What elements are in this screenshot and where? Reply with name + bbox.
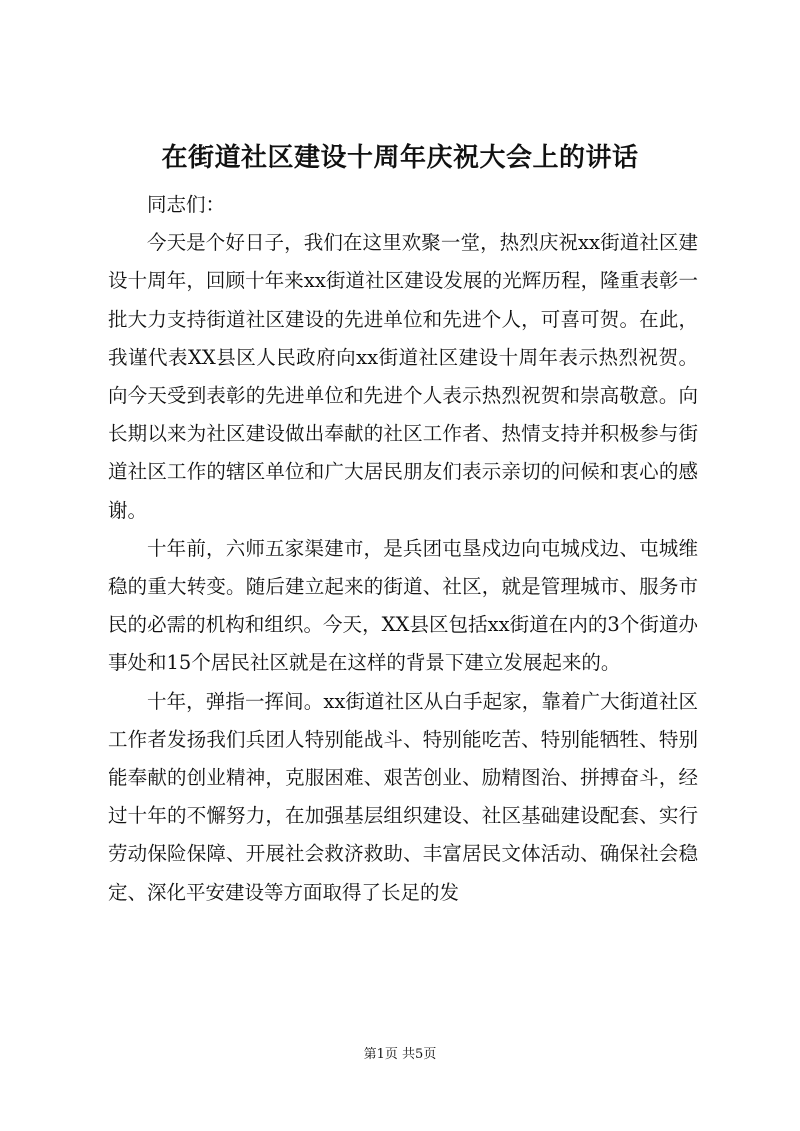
paragraph-2: 十年前，六师五家渠建市，是兵团屯垦戍边向屯城戍边、屯城维稳的重大转变。随后建立起来的街道、社区，就是管理城市、服务市民的必需的机构和组织。今天，XX县区包括xx街道在内的3个街道办事处和15个居民社区就是在这样的背景下建立发展起来的。	[108, 536, 698, 675]
document-title: 在街道社区建设十周年庆祝大会上的讲话	[161, 143, 639, 173]
paragraph-1: 今天是个好日子，我们在这里欢聚一堂，热烈庆祝xx街道社区建设十周年，回顾十年来xx街道社区建设发展的光辉历程，隆重表彰一批大力支持街道社区建设的先进单位和先进个人，可喜可贺。在此，我谨代表XX县区人民政府向xx街道社区建设十周年表示热烈祝贺。向今天受到表彰的先进单位和先进个人表示热烈祝贺和崇高敬意。向长期以来为社区建设做出奉献的社区工作者、热情支持并积极参与街道社区工作的辖区单位和广大居民朋友们表示亲切的问候和衷心的感谢。	[108, 231, 698, 522]
page-number-footer: 第1页 共5页	[363, 1047, 437, 1062]
salutation: 同志们：	[147, 193, 226, 216]
paragraph-3: 十年，弹指一挥间。xx街道社区从白手起家，靠着广大街道社区工作者发扬我们兵团人特别能战斗、特别能吃苦、特别能牺牲、特别能奉献的创业精神，克服困难、艰苦创业、励精图治、拼搏奋斗，经过十年的不懈努力，在加强基层组织建设、社区基础建设配套、实行劳动保险保障、开展社会救济救助、丰富居民文体活动、确保社会稳定、深化平安建设等方面取得了长足的发	[108, 689, 698, 904]
document-body	[108, 186, 698, 912]
